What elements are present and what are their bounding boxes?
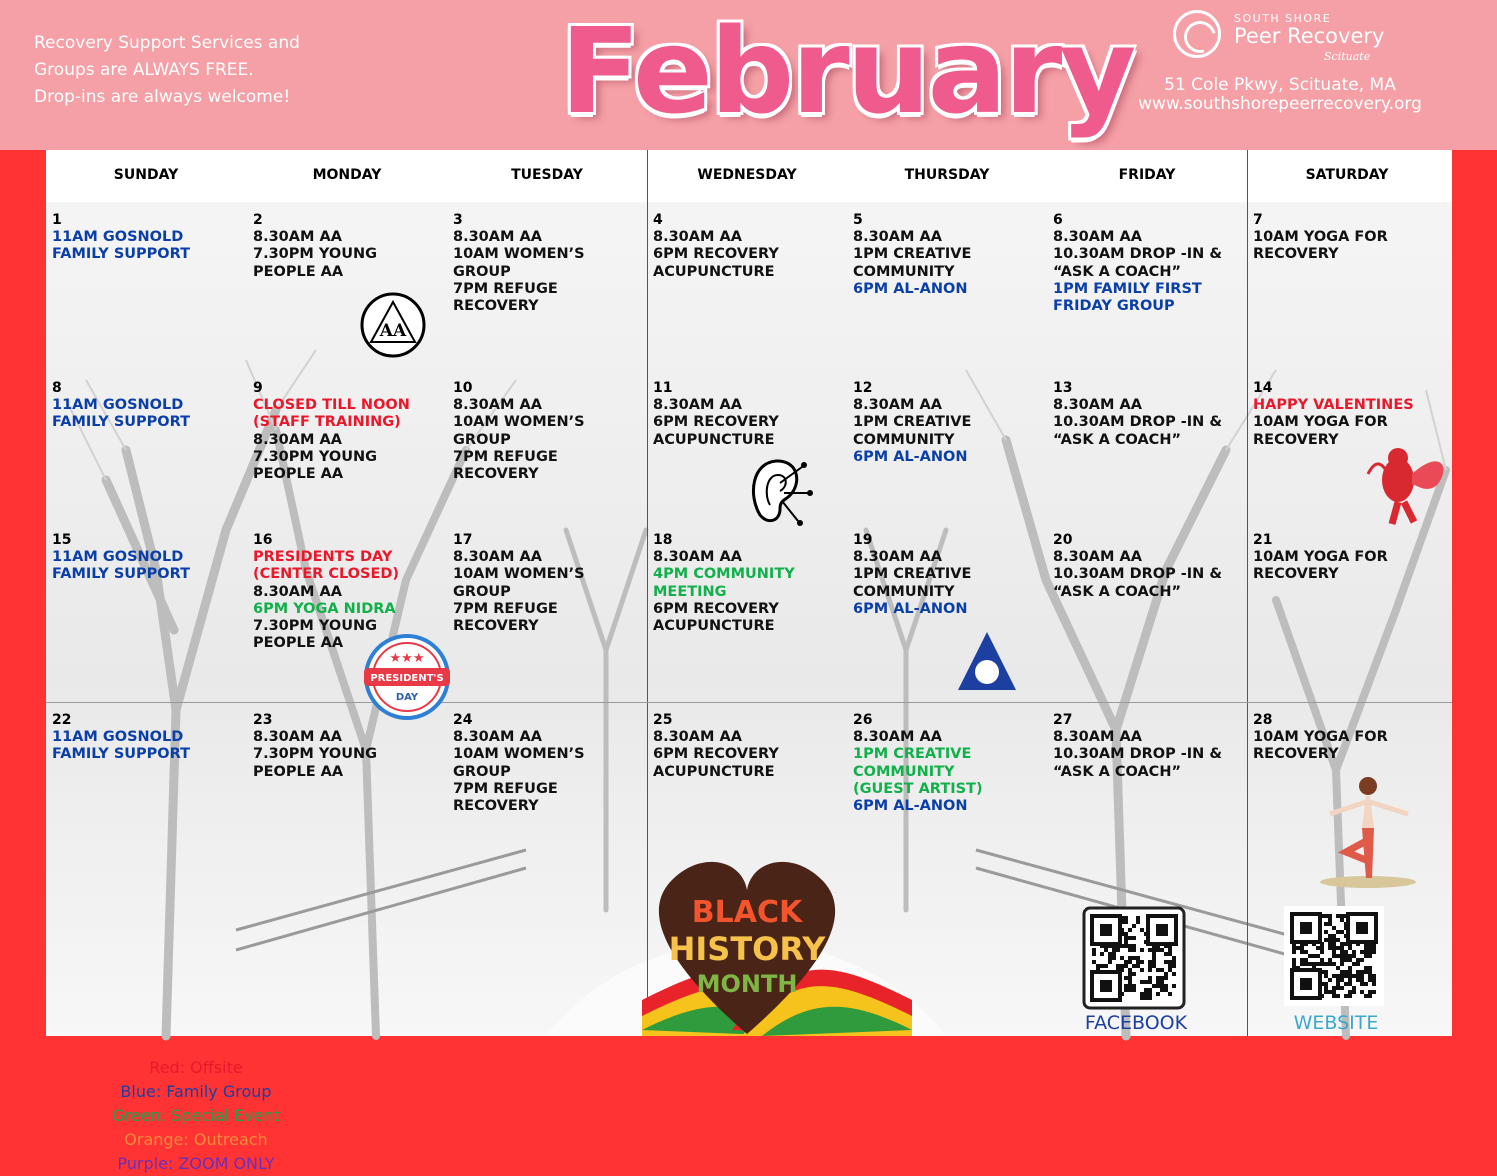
event-entry: 6PM AL-ANON — [853, 600, 968, 617]
day-cell[interactable] — [52, 212, 248, 264]
bhm-word-2: HISTORY — [668, 930, 826, 968]
day-number: 14 — [1253, 380, 1273, 396]
weekday-header-friday: FRIDAY — [1118, 167, 1176, 183]
legend-item: Red: Offsite — [149, 1058, 243, 1077]
weekday-header-sunday: SUNDAY — [113, 167, 179, 183]
event-entry: 8.30AM AA 7.30PM YOUNG PEOPLE AA — [253, 229, 378, 280]
day-cell[interactable] — [853, 712, 1049, 815]
cupid-icon — [1368, 444, 1452, 530]
org-sub: Scituate — [1324, 50, 1371, 63]
event-entry: 1PM CREATIVE COMMUNITY (GUEST ARTIST) — [853, 746, 983, 797]
tagline — [34, 30, 300, 111]
day-number: 1 — [52, 212, 62, 228]
weekday-header-monday: MONDAY — [312, 167, 382, 183]
day-number: 21 — [1253, 532, 1273, 548]
day-number: 6 — [1053, 212, 1063, 228]
weekday-header-tuesday: TUESDAY — [511, 167, 583, 183]
day-number: 25 — [653, 712, 673, 728]
day-cell[interactable] — [1053, 212, 1249, 315]
day-cell[interactable] — [253, 212, 449, 281]
day-number: 17 — [453, 532, 473, 548]
bhm-word-3: MONTH — [696, 970, 798, 998]
weekday-header-thursday: THURSDAY — [904, 167, 990, 183]
day-cell[interactable] — [453, 380, 649, 483]
event-entry: 8.30AM AA 7.30PM YOUNG PEOPLE AA — [253, 431, 378, 483]
event-entry: 8.30AM AA 6PM RECOVERY ACUPUNCTURE — [653, 229, 779, 280]
event-entry: PRESIDENTS DAY (CENTER CLOSED) — [253, 549, 400, 583]
event-entry: 1PM FAMILY FIRST FRIDAY GROUP — [1053, 280, 1202, 315]
website-qr-code-icon[interactable] — [1284, 906, 1384, 1006]
event-entry: 4PM COMMUNITY MEETING — [653, 566, 795, 600]
facebook-qr-code-icon[interactable] — [1084, 908, 1184, 1008]
day-cell[interactable] — [1053, 532, 1249, 601]
day-cell[interactable] — [653, 380, 849, 449]
event-entry: 11AM GOSNOLD FAMILY SUPPORT — [52, 549, 191, 583]
event-entry: 8.30AM AA 10AM WOMEN’S GROUP 7PM REFUGE RECOVERY — [453, 229, 585, 315]
contact-info — [1120, 76, 1440, 114]
event-entry: 8.30AM AA — [653, 549, 742, 565]
day-number: 11 — [653, 380, 673, 396]
al-anon-logo-icon — [956, 630, 1018, 692]
row-divider — [46, 702, 1452, 703]
event-entry: 8.30AM AA 10AM WOMEN’S GROUP 7PM REFUGE RECOVERY — [453, 729, 585, 815]
legend-item: Green: Special Event — [112, 1106, 280, 1125]
swirl-logo-icon — [1173, 10, 1221, 58]
event-entry: CLOSED TILL NOON (STAFF TRAINING) — [253, 397, 410, 431]
day-number: 3 — [453, 212, 463, 228]
month-title: February — [560, 2, 1134, 140]
tagline-line: Drop-ins are always welcome! — [34, 87, 291, 107]
event-entry: 8.30AM AA — [253, 583, 342, 600]
website-link[interactable]: www.southshorepeerrecovery.org — [1138, 94, 1422, 114]
day-cell[interactable] — [52, 380, 248, 432]
day-number: 18 — [653, 532, 673, 548]
day-number: 4 — [653, 212, 663, 228]
event-entry: 11AM GOSNOLD FAMILY SUPPORT — [52, 729, 191, 763]
event-entry: 8.30AM AA 10.30AM DROP -IN & “ASK A COACH” — [1053, 729, 1223, 780]
event-entry: 10AM YOGA FOR RECOVERY — [1253, 729, 1388, 763]
day-cell[interactable] — [653, 712, 849, 781]
event-entry: 8.30AM AA 10.30AM DROP -IN & “ASK A COACH” — [1053, 229, 1223, 280]
day-number: 13 — [1053, 380, 1073, 396]
website-label[interactable]: WEBSITE — [1293, 1012, 1379, 1034]
event-entry: 10AM YOGA FOR RECOVERY — [1253, 229, 1388, 263]
day-cell[interactable] — [1253, 380, 1449, 449]
org-name: Peer Recovery — [1234, 24, 1385, 48]
day-number: 28 — [1253, 712, 1273, 728]
event-entry: 8.30AM AA 10AM WOMEN’S GROUP 7PM REFUGE RECOVERY — [453, 549, 585, 635]
day-cell[interactable] — [1253, 212, 1449, 264]
address: 51 Cole Pkwy, Scituate, MA — [1164, 75, 1396, 95]
event-entry: 8.30AM AA 10.30AM DROP -IN & “ASK A COACH” — [1053, 549, 1223, 600]
legend-item: Purple: ZOOM ONLY — [117, 1154, 275, 1173]
day-cell[interactable] — [853, 380, 1049, 466]
day-number: 16 — [253, 532, 273, 548]
day-number: 12 — [853, 380, 873, 396]
org-top-label: SOUTH SHORE — [1234, 12, 1332, 25]
legend-item: Blue: Family Group — [120, 1082, 272, 1101]
day-cell[interactable] — [653, 212, 849, 281]
event-entry: 6PM YOGA NIDRA — [253, 600, 396, 617]
day-cell[interactable] — [253, 712, 449, 781]
presidents-day-badge-text-2: DAY — [395, 692, 419, 703]
day-number: 24 — [453, 712, 473, 728]
day-cell[interactable] — [253, 380, 449, 483]
tagline-line: Recovery Support Services and — [34, 33, 300, 53]
event-entry: 8.30AM AA 1PM CREATIVE COMMUNITY — [853, 229, 972, 280]
weekday-header-wednesday: WEDNESDAY — [697, 167, 797, 183]
day-cell[interactable] — [52, 712, 248, 764]
day-number: 9 — [253, 380, 263, 396]
day-cell[interactable] — [453, 532, 649, 635]
day-number: 22 — [52, 712, 72, 728]
event-entry: 6PM AL-ANON — [853, 280, 968, 297]
day-cell[interactable] — [453, 712, 649, 815]
day-number: 2 — [253, 212, 263, 228]
day-number: 20 — [1053, 532, 1073, 548]
event-entry: 8.30AM AA 7.30PM YOUNG PEOPLE AA — [253, 729, 378, 780]
day-cell[interactable] — [52, 532, 248, 584]
color-legend — [96, 1056, 296, 1176]
svg-text:★★★: ★★★ — [389, 651, 425, 666]
calendar-grid — [46, 150, 1452, 1173]
day-cell[interactable] — [653, 532, 849, 635]
event-entry: 8.30AM AA — [853, 729, 942, 745]
yoga-figure-icon — [1316, 770, 1420, 890]
weekday-header-saturday: SATURDAY — [1305, 167, 1389, 183]
event-entry: 11AM GOSNOLD FAMILY SUPPORT — [52, 397, 191, 431]
day-cell[interactable] — [853, 532, 1049, 618]
legend-item: Orange: Outreach — [124, 1130, 268, 1149]
day-number: 10 — [453, 380, 473, 396]
event-entry: 11AM GOSNOLD FAMILY SUPPORT — [52, 229, 191, 263]
day-number: 15 — [52, 532, 72, 548]
day-number: 23 — [253, 712, 273, 728]
day-number: 5 — [853, 212, 863, 228]
black-history-month-heart — [642, 850, 912, 1036]
presidents-day-badge-icon — [364, 634, 450, 720]
weekday-header-row — [46, 150, 1452, 202]
event-entry: 8.30AM AA 10AM WOMEN’S GROUP 7PM REFUGE RECOVERY — [453, 397, 585, 483]
day-cell[interactable] — [1053, 380, 1249, 449]
day-cell[interactable] — [453, 212, 649, 315]
aa-logo-text: AA — [379, 321, 407, 341]
event-entry: 10AM YOGA FOR RECOVERY — [1253, 414, 1388, 448]
day-cell[interactable] — [1053, 712, 1249, 781]
event-entry: 6PM AL-ANON — [853, 798, 968, 815]
event-entry: 8.30AM AA 6PM RECOVERY ACUPUNCTURE — [653, 729, 779, 780]
facebook-label[interactable]: FACEBOOK — [1084, 1012, 1188, 1034]
event-entry: 8.30AM AA 6PM RECOVERY ACUPUNCTURE — [653, 397, 779, 448]
day-cell[interactable] — [853, 212, 1049, 298]
presidents-day-badge-text: PRESIDENT'S — [370, 673, 444, 684]
event-entry: 8.30AM AA 1PM CREATIVE COMMUNITY — [853, 397, 972, 448]
event-entry: 8.30AM AA 10.30AM DROP -IN & “ASK A COACH” — [1053, 397, 1223, 448]
day-number: 8 — [52, 380, 62, 396]
tagline-line: Groups are ALWAYS FREE. — [34, 60, 254, 80]
day-number: 19 — [853, 532, 873, 548]
org-logo[interactable] — [1170, 6, 1470, 66]
event-entry: 8.30AM AA 1PM CREATIVE COMMUNITY — [853, 549, 972, 600]
day-number: 7 — [1253, 212, 1263, 228]
aa-logo-icon — [360, 292, 426, 358]
event-entry: 10AM YOGA FOR RECOVERY — [1253, 549, 1388, 583]
day-cell[interactable] — [1253, 712, 1449, 764]
event-entry: 6PM AL-ANON — [853, 448, 968, 465]
day-number: 26 — [853, 712, 873, 728]
event-entry: HAPPY VALENTINES — [1253, 397, 1414, 413]
header-banner — [0, 0, 1497, 150]
acupuncture-ear-icon — [746, 455, 816, 530]
event-entry: 7.30PM YOUNG PEOPLE AA — [253, 618, 378, 652]
event-entry: 6PM RECOVERY ACUPUNCTURE — [653, 600, 779, 635]
day-cell[interactable] — [1253, 532, 1449, 584]
day-number: 27 — [1053, 712, 1073, 728]
bhm-word-1: BLACK — [691, 895, 803, 930]
